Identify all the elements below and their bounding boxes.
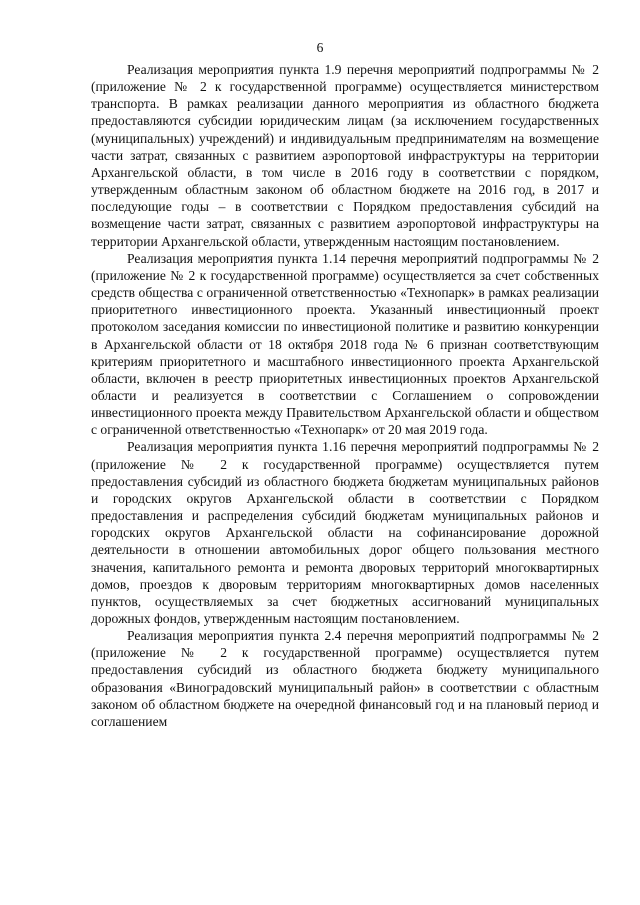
page-number: 6 (316, 40, 324, 55)
paragraph-item-1-9: Реализация мероприятия пункта 1.9 перечня мероприятий подпрограммы № 2 (приложение № 2 к государственной программе) осуществляется министерством транспорта. В рамках реализации данного мероприятия из областного бюджета предоставляются субсидии юридическим лицам (за исключением государственных (муниципальных) учреждений) и индивидуальным предпринимателям на возмещение части затрат, связанных с развитием аэропортовой инфраструктуры на территории Архангельской области, в том числе в 2016 году в соответствии с порядком, утвержденным областным законом об областном бюджете на 2016 год, в 2017 и последующие годы – в соответствии с Порядком предоставления субсидий на возмещение части затрат, связанных с развитием аэропортовой инфраструктуры на территории Архангельской области, утвержденным настоящим постановлением. (91, 62, 599, 249)
document-body (91, 61, 599, 730)
paragraph-item-2-4: Реализация мероприятия пункта 2.4 перечня мероприятий подпрограммы № 2 (приложение № 2 к государственной программе) осуществляется путем предоставления субсидий из областного бюджета бюджету муниципального образования «Виноградовский муниципальный район» в соответствии с областным законом об областном бюджете на очередной финансовый год и на плановый период и соглашением (91, 628, 599, 729)
paragraph-item-1-16: Реализация мероприятия пункта 1.16 перечня мероприятий подпрограммы № 2 (приложение № 2 к государственной программе) осуществляется путем предоставления субсидий из областного бюджета бюджетам муниципальных районов и городских округов Архангельской области в соответствии с Порядком предоставления и распределения субсидий бюджетам муниципальных районов и городских округов Архангельской области на софинансирование дорожной деятельности в отношении автомобильных дорог общего пользования местного значения, капитального ремонта и ремонта дворовых территорий многоквартирных домов, проездов к дворовым территориям многоквартирных домов населенных пунктов, осуществляемых за счет бюджетных ассигнований муниципальных дорожных фондов, утвержденным настоящим постановлением. (91, 439, 599, 626)
paragraph-item-1-14: Реализация мероприятия пункта 1.14 перечня мероприятий подпрограммы № 2 (приложение № 2 к государственной программе) осуществляется за счет собственных средств общества с ограниченной ответственностью «Технопарк» в рамках реализации приоритетного инвестиционного проекта. Указанный инвестиционный проект протоколом заседания комиссии по инвестиционой политике и развитию конкуренции в Архангельской области от 18 октября 2018 года № 6 признан соответствующим критериям приоритетного и масштабного инвестиционного проекта Архангельской области, включен в реестр приоритетных инвестиционных проектов Архангельской области и реализуется в соответствии с Соглашением о сопровождении инвестиционного проекта между Правительством Архангельской области и обществом с ограниченной ответственностью «Технопарк» от 20 мая 2019 года. (91, 250, 599, 438)
